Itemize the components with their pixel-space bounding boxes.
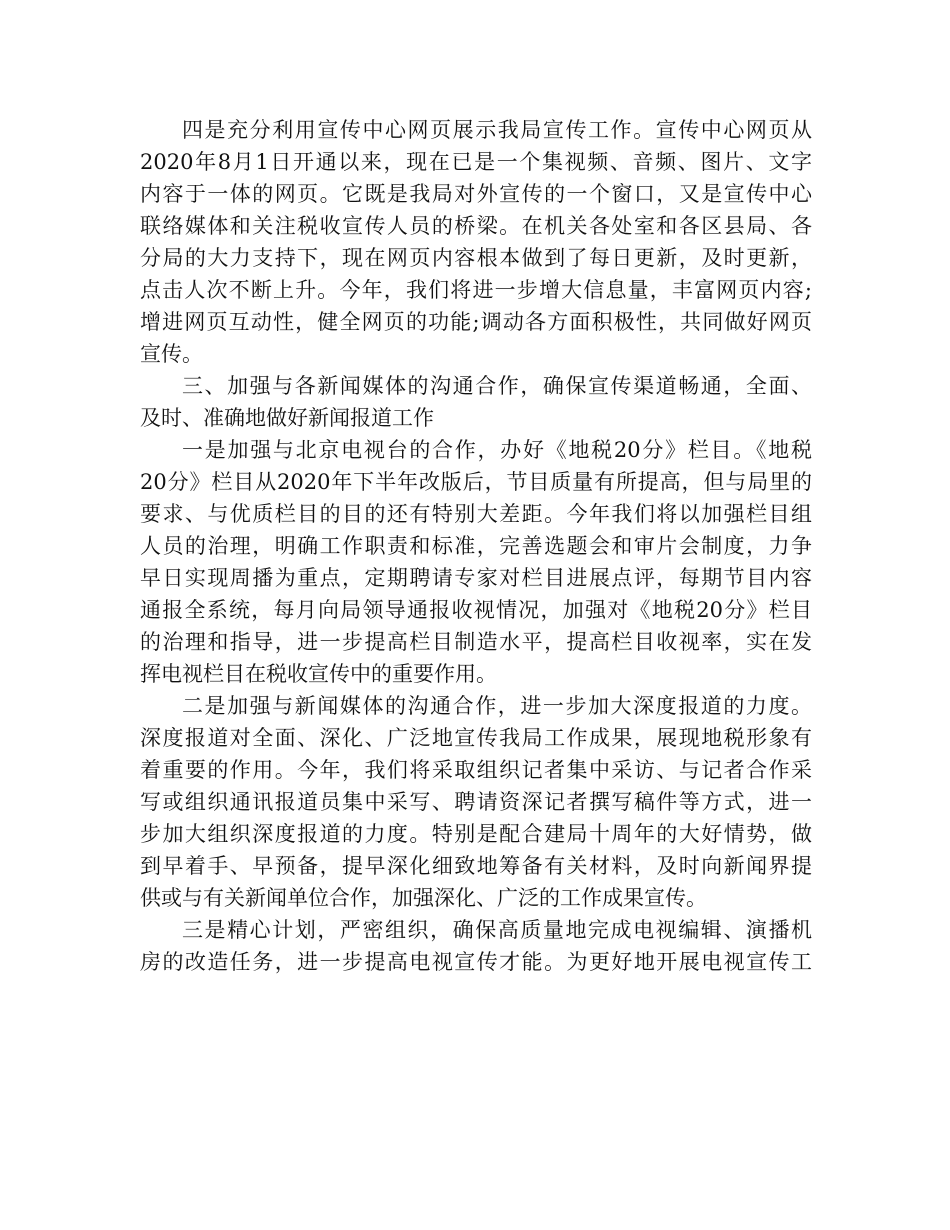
paragraph-btv-cooperation xyxy=(140,434,812,690)
paragraph-in-depth-reporting xyxy=(140,690,812,914)
text-line: 挥电视栏目在税收宣传中的重要作用。 xyxy=(140,662,497,686)
text-line: 2020年8月1日开通以来，现在已是一个集视频、音频、图片、文字 xyxy=(140,150,812,174)
text-line: 供或与有关新闻单位合作，加强深化、广泛的工作成果宣传。 xyxy=(140,886,707,910)
document-page xyxy=(140,114,812,978)
text-line: 一是加强与北京电视台的合作，办好《地税20分》栏目。《地税 xyxy=(182,438,812,462)
text-line: 房的改造任务，进一步提高电视宣传才能。为更好地开展电视宣传工 xyxy=(140,950,812,974)
text-line: 早日实现周播为重点，定期聘请专家对栏目进展点评，每期节目内容 xyxy=(140,566,812,590)
text-line: 人员的治理，明确工作职责和标准，完善选题会和审片会制度，力争 xyxy=(140,534,812,558)
text-line: 深度报道对全面、深化、广泛地宣传我局工作成果，展现地税形象有 xyxy=(140,726,812,750)
text-line: 通报全系统，每月向局领导通报收视情况，加强对《地税20分》栏目 xyxy=(140,598,812,622)
paragraph-webpage xyxy=(140,114,812,370)
text-line: 分局的大力支持下，现在网页内容根本做到了每日更新，及时更新， xyxy=(140,246,812,270)
text-line: 点击人次不断上升。今年，我们将进一步增大信息量，丰富网页内容; xyxy=(140,278,812,302)
text-line: 的治理和指导，进一步提高栏目制造水平，提高栏目收视率，实在发 xyxy=(140,630,812,654)
text-line: 四是充分利用宣传中心网页展示我局宣传工作。宣传中心网页从 xyxy=(182,118,812,142)
text-line: 三、加强与各新闻媒体的沟通合作，确保宣传渠道畅通，全面、 xyxy=(182,374,812,398)
text-line: 到早着手、早预备，提早深化细致地筹备有关材料，及时向新闻界提 xyxy=(140,854,812,878)
text-line: 内容于一体的网页。它既是我局对外宣传的一个窗口，又是宣传中心 xyxy=(140,182,812,206)
paragraph-studio-renovation xyxy=(140,914,812,978)
text-line: 步加大组织深度报道的力度。特别是配合建局十周年的大好情势，做 xyxy=(140,822,812,846)
section-heading-media-cooperation xyxy=(140,370,812,434)
text-line: 20分》栏目从2020年下半年改版后，节目质量有所提高，但与局里的 xyxy=(140,470,812,494)
text-line: 增进网页互动性，健全网页的功能;调动各方面积极性，共同做好网页 xyxy=(140,310,812,334)
text-line: 三是精心计划，严密组织，确保高质量地完成电视编辑、演播机 xyxy=(182,918,812,942)
text-line: 要求、与优质栏目的目的还有特别大差距。今年我们将以加强栏目组 xyxy=(140,502,812,526)
text-line: 写或组织通讯报道员集中采写、聘请资深记者撰写稿件等方式，进一 xyxy=(140,790,812,814)
text-line: 联络媒体和关注税收宣传人员的桥梁。在机关各处室和各区县局、各 xyxy=(140,214,812,238)
text-line: 及时、准确地做好新闻报道工作 xyxy=(140,406,434,430)
text-line: 着重要的作用。今年，我们将采取组织记者集中采访、与记者合作采 xyxy=(140,758,812,782)
text-line: 宣传。 xyxy=(140,342,203,366)
text-line: 二是加强与新闻媒体的沟通合作，进一步加大深度报道的力度。 xyxy=(182,694,812,718)
